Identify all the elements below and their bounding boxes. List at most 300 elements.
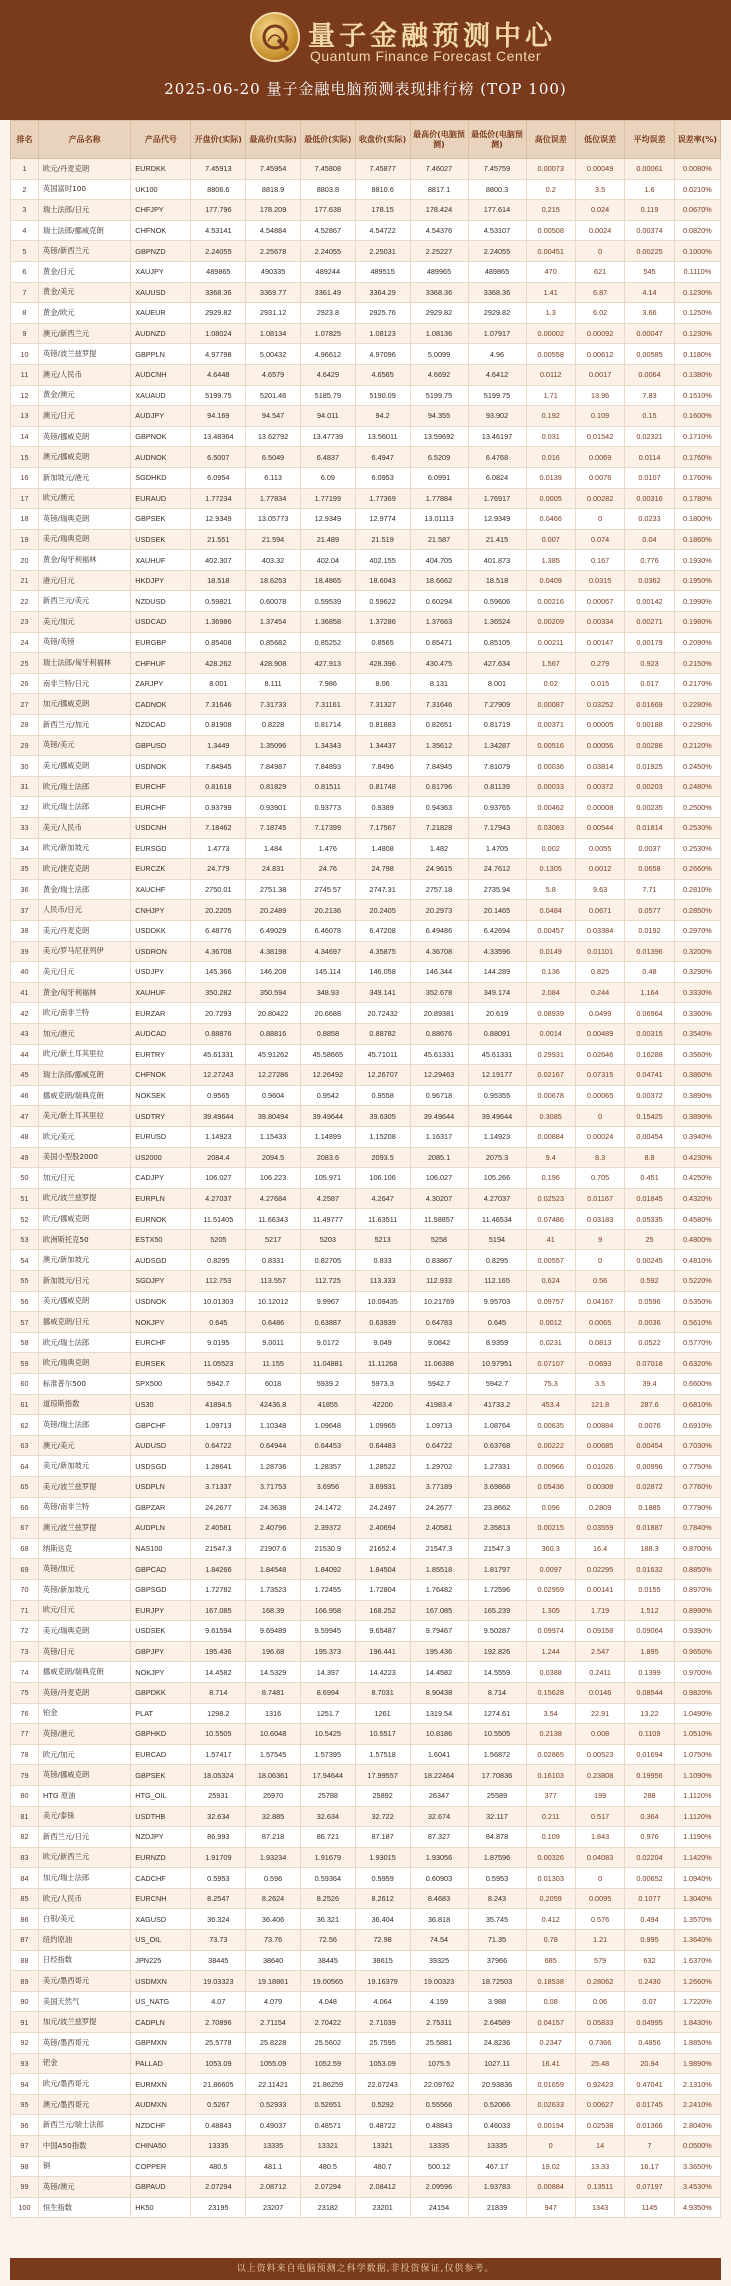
table-cell: 6.46078 xyxy=(300,920,355,941)
table-cell: 0.00557 xyxy=(526,1250,575,1271)
table-cell: 0.04157 xyxy=(526,2012,575,2033)
table-cell: 0.0069 xyxy=(575,447,624,468)
table-row xyxy=(11,715,721,736)
table-cell: 0.60294 xyxy=(410,591,468,612)
table-cell: 0.1250% xyxy=(674,303,720,324)
table-cell: 0.923 xyxy=(625,653,674,674)
table-cell: 加元/波兰兹罗提 xyxy=(38,2012,130,2033)
table-cell: 5.8 xyxy=(526,879,575,900)
table-cell: 94.2 xyxy=(355,406,410,427)
table-cell: 71.35 xyxy=(468,1930,526,1951)
table-cell: 0.0005 xyxy=(526,488,575,509)
table-cell: 62 xyxy=(11,1415,39,1436)
table-cell: 11.63511 xyxy=(355,1209,410,1230)
table-cell: 欧元/加元 xyxy=(38,1744,130,1765)
table-cell: 11.06388 xyxy=(410,1353,468,1374)
table-cell: 61 xyxy=(11,1394,39,1415)
table-cell: 2.71154 xyxy=(246,2012,301,2033)
table-cell: 24.2677 xyxy=(191,1497,246,1518)
table-cell: 64 xyxy=(11,1456,39,1477)
table-cell: 83 xyxy=(11,1847,39,1868)
table-cell: 2085.1 xyxy=(410,1147,468,1168)
table-cell: 0.3890% xyxy=(674,1106,720,1127)
table-cell: 0.04741 xyxy=(625,1065,674,1086)
table-cell: 24.779 xyxy=(191,859,246,880)
table-cell: 13.96 xyxy=(575,385,624,406)
table-cell: 0.09757 xyxy=(526,1291,575,1312)
table-cell: 481.1 xyxy=(246,2156,301,2177)
table-cell: 19.00565 xyxy=(300,1971,355,1992)
table-cell: 4.36708 xyxy=(191,941,246,962)
table-cell: 0.0409 xyxy=(526,570,575,591)
table-cell: 1.41 xyxy=(526,282,575,303)
table-cell: 38 xyxy=(11,920,39,941)
table-cell: 10.6048 xyxy=(246,1724,301,1745)
table-cell: 35.745 xyxy=(468,1909,526,1930)
table-cell: HK50 xyxy=(131,2197,191,2218)
table-cell: 7.31327 xyxy=(355,694,410,715)
table-cell: 0.136 xyxy=(526,962,575,983)
table-cell: 145.366 xyxy=(191,962,246,983)
table-cell: 82 xyxy=(11,1827,39,1848)
table-cell: 0.0097 xyxy=(526,1559,575,1580)
column-header: 排名 xyxy=(11,121,39,159)
table-cell: 3 xyxy=(11,200,39,221)
table-cell: 6.09 xyxy=(300,467,355,488)
table-cell: GBPCHF xyxy=(131,1415,191,1436)
table-cell: 0.64453 xyxy=(300,1435,355,1456)
table-cell: 0.596 xyxy=(246,1868,301,1889)
table-cell: 14.397 xyxy=(300,1662,355,1683)
table-cell: 0.04083 xyxy=(575,1847,624,1868)
table-cell: 0.28062 xyxy=(575,1971,624,1992)
table-cell: 54 xyxy=(11,1250,39,1271)
table-cell: 21530.9 xyxy=(300,1538,355,1559)
table-cell: 177.796 xyxy=(191,200,246,221)
table-cell: 1.9890% xyxy=(674,2053,720,2074)
table-cell: 113.557 xyxy=(246,1271,301,1292)
table-cell: 0.29931 xyxy=(526,1044,575,1065)
table-cell: 14 xyxy=(575,2136,624,2157)
table-cell: 英镑/新加坡元 xyxy=(38,1579,130,1600)
table-cell: 5203 xyxy=(300,1229,355,1250)
table-cell: 97 xyxy=(11,2136,39,2157)
table-cell: 2083.6 xyxy=(300,1147,355,1168)
table-cell: 63 xyxy=(11,1435,39,1456)
table-cell: 100 xyxy=(11,2197,39,2218)
table-cell: 402.155 xyxy=(355,550,410,571)
table-cell: 0.1110% xyxy=(674,261,720,282)
table-cell: 1055.09 xyxy=(246,2053,301,2074)
table-cell: 13.47739 xyxy=(300,426,355,447)
table-cell: 0.00147 xyxy=(575,632,624,653)
table-cell: 2.70422 xyxy=(300,2012,355,2033)
table-cell: SGDHKD xyxy=(131,467,191,488)
table-cell: 0.5959 xyxy=(355,1868,410,1889)
table-row xyxy=(11,323,721,344)
table-row xyxy=(11,962,721,983)
table-cell: 欧元/人民币 xyxy=(38,1888,130,1909)
table-cell: 0 xyxy=(575,241,624,262)
table-cell: 4.36708 xyxy=(410,941,468,962)
table-cell: 1.71 xyxy=(526,385,575,406)
table-cell: 0.5292 xyxy=(355,2094,410,2115)
table-cell: 欧元/新西兰元 xyxy=(38,1847,130,1868)
table-cell: 25.5602 xyxy=(300,2033,355,2054)
table-cell: 8.9359 xyxy=(468,1332,526,1353)
table-cell: 0.64783 xyxy=(410,1312,468,1333)
table-row xyxy=(11,756,721,777)
table-cell: 0.00092 xyxy=(575,323,624,344)
table-cell: 78 xyxy=(11,1744,39,1765)
table-cell: 0.81883 xyxy=(355,715,410,736)
table-cell: 5201.46 xyxy=(246,385,301,406)
table-cell: USDCAD xyxy=(131,612,191,633)
table-cell: CHFNOK xyxy=(131,220,191,241)
table-cell: 英镑/南非兰特 xyxy=(38,1497,130,1518)
table-cell: 1027.11 xyxy=(468,2053,526,2074)
table-cell: 0.05335 xyxy=(625,1209,674,1230)
table-cell: 0.2810% xyxy=(674,879,720,900)
table-cell: 12.19177 xyxy=(468,1065,526,1086)
table-cell: HKDJPY xyxy=(131,570,191,591)
table-cell: 0.5953 xyxy=(191,1868,246,1889)
table-cell: 0.88782 xyxy=(355,1023,410,1044)
table-row xyxy=(11,2053,721,2074)
table-cell: 0.211 xyxy=(526,1806,575,1827)
table-cell: XAUUSD xyxy=(131,282,191,303)
table-cell: 0.03183 xyxy=(575,1209,624,1230)
table-cell: 0.88816 xyxy=(246,1023,301,1044)
table-cell: 1.72804 xyxy=(355,1579,410,1600)
table-cell: 0.6600% xyxy=(674,1374,720,1395)
table-cell: GBPNZD xyxy=(131,241,191,262)
table-cell: 0.1109 xyxy=(625,1724,674,1745)
table-cell: 8810.6 xyxy=(355,179,410,200)
table-cell: 29 xyxy=(11,735,39,756)
table-cell: 38445 xyxy=(191,1950,246,1971)
table-cell: 欧元/美元 xyxy=(38,1126,130,1147)
table-cell: 21.594 xyxy=(246,529,301,550)
table-cell: 20.7293 xyxy=(191,1003,246,1024)
table-cell: GBPDKK xyxy=(131,1682,191,1703)
table-cell: 2.24055 xyxy=(191,241,246,262)
table-cell: 1.15433 xyxy=(246,1126,301,1147)
table-cell: 93 xyxy=(11,2053,39,2074)
table-cell: 0.0522 xyxy=(625,1332,674,1353)
table-cell: 10.97951 xyxy=(468,1353,526,1374)
table-cell: 1.36858 xyxy=(300,612,355,633)
table-cell: 500.12 xyxy=(410,2156,468,2177)
table-cell: 0.833 xyxy=(355,1250,410,1271)
table-cell: 195.373 xyxy=(300,1641,355,1662)
table-cell: 84.878 xyxy=(468,1827,526,1848)
table-cell: 0.0012 xyxy=(526,1312,575,1333)
table-cell: 0.09158 xyxy=(575,1621,624,1642)
table-cell: 0.00627 xyxy=(575,2094,624,2115)
table-cell: 21.86605 xyxy=(191,2074,246,2095)
table-cell: 44 xyxy=(11,1044,39,1065)
table-cell: 0.7030% xyxy=(674,1435,720,1456)
table-cell: 0.705 xyxy=(575,1168,624,1189)
table-cell: 23 xyxy=(11,612,39,633)
table-cell: 0.1800% xyxy=(674,509,720,530)
table-cell: 21.489 xyxy=(300,529,355,550)
table-cell: 0.00678 xyxy=(526,1085,575,1106)
table-cell: 579 xyxy=(575,1950,624,1971)
table-cell: 0.2430 xyxy=(625,1971,674,1992)
table-cell: 新加坡元/日元 xyxy=(38,1271,130,1292)
table-cell: 1.08134 xyxy=(246,323,301,344)
table-cell: 4.6692 xyxy=(410,364,468,385)
table-cell: 94.547 xyxy=(246,406,301,427)
table-cell: 45.71011 xyxy=(355,1044,410,1065)
table-cell: EURCZK xyxy=(131,859,191,880)
table-cell: 1.57417 xyxy=(191,1744,246,1765)
table-cell: 685 xyxy=(526,1950,575,1971)
table-cell: 0.00612 xyxy=(575,344,624,365)
table-row xyxy=(11,1415,721,1436)
table-cell: 0.1077 xyxy=(625,1888,674,1909)
table-cell: 0.03814 xyxy=(575,756,624,777)
table-cell: 0.93799 xyxy=(191,797,246,818)
table-cell: NZDCHF xyxy=(131,2115,191,2136)
table-cell: 11.04881 xyxy=(300,1353,355,1374)
table-cell: 1.08123 xyxy=(355,323,410,344)
table-cell: 0.00271 xyxy=(625,612,674,633)
table-cell: 3.69931 xyxy=(355,1477,410,1498)
table-cell: 0.81796 xyxy=(410,776,468,797)
table-cell: 0.2411 xyxy=(575,1662,624,1683)
table-cell: 0.88676 xyxy=(410,1023,468,1044)
table-cell: 106.223 xyxy=(246,1168,301,1189)
table-cell: 0.82705 xyxy=(300,1250,355,1271)
table-cell: 7.84945 xyxy=(410,756,468,777)
table-cell: 0.0014 xyxy=(526,1023,575,1044)
table-row xyxy=(11,550,721,571)
table-cell: 1.28736 xyxy=(246,1456,301,1477)
table-cell: 0.00036 xyxy=(526,756,575,777)
table-cell: 0.59539 xyxy=(300,591,355,612)
table-cell: 0.03559 xyxy=(575,1518,624,1539)
table-cell: 3.6956 xyxy=(300,1477,355,1498)
column-header: 高位误差 xyxy=(526,121,575,159)
table-cell: 瑞士法郎/挪威克朗 xyxy=(38,1065,130,1086)
table-cell: 8.131 xyxy=(410,673,468,694)
table-cell: 1.8850% xyxy=(674,2033,720,2054)
table-cell: 7 xyxy=(11,282,39,303)
table-cell: 0.0233 xyxy=(625,509,674,530)
table-cell: 10.01303 xyxy=(191,1291,246,1312)
table-cell: 42200 xyxy=(355,1394,410,1415)
table-cell: 112.725 xyxy=(300,1271,355,1292)
table-row xyxy=(11,1744,721,1765)
table-cell: 0.5267 xyxy=(191,2094,246,2115)
table-cell: 1.84092 xyxy=(300,1559,355,1580)
table-cell: 21652.4 xyxy=(355,1538,410,1559)
table-cell: 0.0596 xyxy=(625,1291,674,1312)
table-cell: EURCNH xyxy=(131,1888,191,1909)
table-cell: 12.9774 xyxy=(355,509,410,530)
table-cell: 0.18538 xyxy=(526,1971,575,1992)
table-cell: 0.06 xyxy=(575,1991,624,2012)
table-cell: 7.45877 xyxy=(355,159,410,180)
table-cell: 60 xyxy=(11,1374,39,1395)
table-cell: 0.2150% xyxy=(674,653,720,674)
table-cell: EURNZD xyxy=(131,1847,191,1868)
table-cell: 32.634 xyxy=(191,1806,246,1827)
table-cell: 铜 xyxy=(38,2156,130,2177)
table-cell: GBPNOK xyxy=(131,426,191,447)
table-cell: 0.07486 xyxy=(526,1209,575,1230)
table-cell: 5217 xyxy=(246,1229,301,1250)
table-cell: 65 xyxy=(11,1477,39,1498)
table-cell: 22.09762 xyxy=(410,2074,468,2095)
table-cell: 4.38198 xyxy=(246,941,301,962)
table-cell: 1145 xyxy=(625,2197,674,2218)
table-cell: 0.48843 xyxy=(191,2115,246,2136)
table-cell: 0.451 xyxy=(625,1168,674,1189)
table-cell: 9.63 xyxy=(575,879,624,900)
table-cell: EURCHF xyxy=(131,1332,191,1353)
table-cell: 欧元/波兰兹罗提 xyxy=(38,1188,130,1209)
brand-row xyxy=(0,8,731,78)
table-cell: 9.95703 xyxy=(468,1291,526,1312)
table-cell: NAS100 xyxy=(131,1538,191,1559)
table-cell: 4.9350% xyxy=(674,2197,720,2218)
table-cell: 0.5953 xyxy=(468,1868,526,1889)
table-cell: USDMXN xyxy=(131,1971,191,1992)
table-cell: 47 xyxy=(11,1106,39,1127)
table-cell: 6.42694 xyxy=(468,920,526,941)
table-cell: 欧元/挪威克朗 xyxy=(38,1209,130,1230)
table-cell: USDPLN xyxy=(131,1477,191,1498)
table-cell: 0.81719 xyxy=(468,715,526,736)
table-cell: 39.4 xyxy=(625,1374,674,1395)
table-body xyxy=(11,159,721,2218)
table-cell: 0.13511 xyxy=(575,2177,624,2198)
table-cell: 欧元/瑞典克朗 xyxy=(38,1353,130,1374)
table-cell: 1316 xyxy=(246,1703,301,1724)
column-header: 收盘价(实际) xyxy=(355,121,410,159)
table-cell: 0.4856 xyxy=(625,2033,674,2054)
table-cell: 8.8 xyxy=(625,1147,674,1168)
table-cell: 38640 xyxy=(246,1950,301,1971)
table-cell: 欧元/丹麦克朗 xyxy=(38,159,130,180)
table-cell: 英国富时100 xyxy=(38,179,130,200)
table-cell: 2.25227 xyxy=(410,241,468,262)
table-row xyxy=(11,364,721,385)
table-cell: 1251.7 xyxy=(300,1703,355,1724)
table-cell: EURMXN xyxy=(131,2074,191,2095)
table-cell: 0.8228 xyxy=(246,715,301,736)
table-row xyxy=(11,694,721,715)
table-cell: 9.69489 xyxy=(246,1621,301,1642)
table-cell: 0.02865 xyxy=(526,1744,575,1765)
table-cell: 0.2120% xyxy=(674,735,720,756)
table-cell: 7.45954 xyxy=(246,159,301,180)
table-cell: 31 xyxy=(11,776,39,797)
table-row xyxy=(11,159,721,180)
table-cell: XAUHUF xyxy=(131,550,191,571)
table-cell: 9.049 xyxy=(355,1332,410,1353)
table-cell: EURCHF xyxy=(131,776,191,797)
table-cell: 0.5610% xyxy=(674,1312,720,1333)
table-cell: 87.327 xyxy=(410,1827,468,1848)
table-cell: 0.592 xyxy=(625,1271,674,1292)
table-cell: 106.106 xyxy=(355,1168,410,1189)
table-row xyxy=(11,1188,721,1209)
table-cell: 美元/罗马尼亚列伊 xyxy=(38,941,130,962)
table-cell: 0.64722 xyxy=(191,1435,246,1456)
table-row xyxy=(11,1374,721,1395)
table-cell: 美元/加元 xyxy=(38,612,130,633)
table-cell: 5190.09 xyxy=(355,385,410,406)
table-cell: EURPLN xyxy=(131,1188,191,1209)
table-cell: 1.28522 xyxy=(355,1456,410,1477)
table-row xyxy=(11,1518,721,1539)
table-row xyxy=(11,241,721,262)
table-cell: 4.53107 xyxy=(468,220,526,241)
table-cell: 0.00225 xyxy=(625,241,674,262)
table-cell: 5942.7 xyxy=(468,1374,526,1395)
table-cell: 20.1465 xyxy=(468,900,526,921)
table-cell: 0.7750% xyxy=(674,1456,720,1477)
table-header-row xyxy=(11,121,721,159)
table-cell: 0.00024 xyxy=(575,1126,624,1147)
table-cell: US_NATG xyxy=(131,1991,191,2012)
table-cell: 86.721 xyxy=(300,1827,355,1848)
table-row xyxy=(11,1394,721,1415)
table-cell: 6.0953 xyxy=(355,467,410,488)
table-cell: 467.17 xyxy=(468,2156,526,2177)
table-cell: 0.00033 xyxy=(526,776,575,797)
table-cell: 0.02523 xyxy=(526,1188,575,1209)
table-cell: 36 xyxy=(11,879,39,900)
table-cell: 4.52867 xyxy=(300,220,355,241)
table-cell: 2747.31 xyxy=(355,879,410,900)
table-cell: 0.645 xyxy=(468,1312,526,1333)
table-cell: EURJPY xyxy=(131,1600,191,1621)
table-cell: EURCAD xyxy=(131,1744,191,1765)
table-cell: 2.1310% xyxy=(674,2074,720,2095)
table-cell: 68 xyxy=(11,1538,39,1559)
table-cell: 0.024 xyxy=(575,200,624,221)
table-cell: 24.1472 xyxy=(300,1497,355,1518)
table-row xyxy=(11,2156,721,2177)
table-cell: 0.9558 xyxy=(355,1085,410,1106)
table-cell: 8.7031 xyxy=(355,1682,410,1703)
table-cell: 30 xyxy=(11,756,39,777)
table-cell: 0.0037 xyxy=(625,838,674,859)
table-cell: 0.47041 xyxy=(625,2074,674,2095)
table-cell: 12.27243 xyxy=(191,1065,246,1086)
table-cell: 9.0011 xyxy=(246,1332,301,1353)
table-cell: 黄金/瑞士法郎 xyxy=(38,879,130,900)
table-cell: 8.001 xyxy=(191,673,246,694)
table-cell: 16.4 xyxy=(575,1538,624,1559)
table-cell: 3.988 xyxy=(468,1991,526,2012)
table-cell: 0.2530% xyxy=(674,838,720,859)
table-cell: 5185.79 xyxy=(300,385,355,406)
table-cell: 1.3570% xyxy=(674,1909,720,1930)
table-cell: CHFNOK xyxy=(131,1065,191,1086)
table-cell: 0.096 xyxy=(526,1497,575,1518)
table-cell: 0.48 xyxy=(625,962,674,983)
table-cell: 42436.8 xyxy=(246,1394,301,1415)
table-cell: 道琼斯指数 xyxy=(38,1394,130,1415)
table-cell: AUDNOK xyxy=(131,447,191,468)
